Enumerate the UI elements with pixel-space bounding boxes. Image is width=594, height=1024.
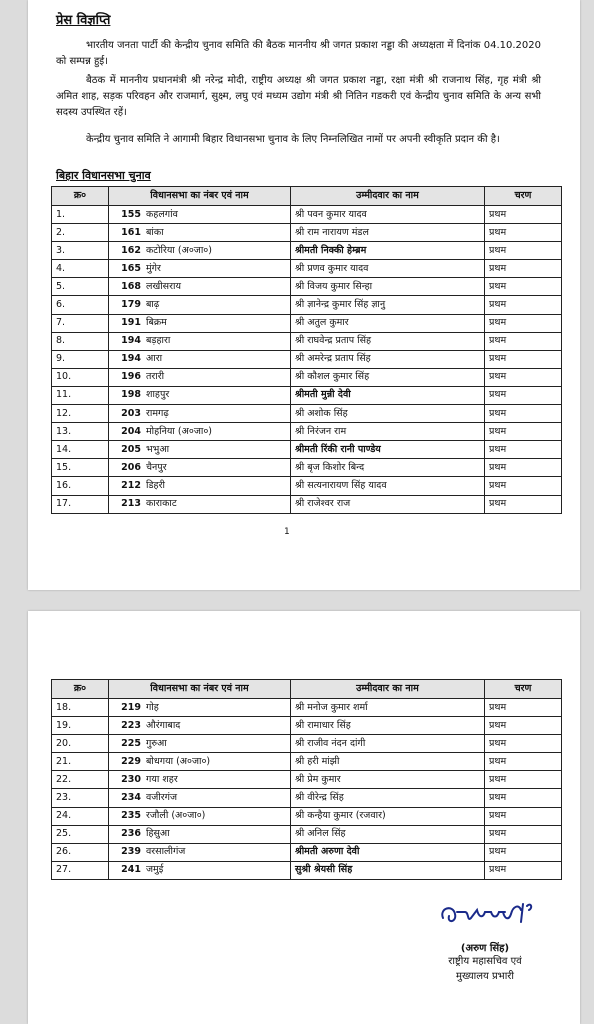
candidates-table-page1 (51, 186, 562, 514)
cell-phase: प्रथम (485, 717, 562, 735)
cell-constituency-number: 161 (109, 224, 144, 242)
cell-sr: 17. (52, 495, 109, 513)
cell-constituency-name: वजीरगंज (143, 789, 291, 807)
header-constituency: विधानसभा का नंबर एवं नाम (109, 187, 291, 206)
cell-sr: 2. (52, 224, 109, 242)
cell-sr: 14. (52, 441, 109, 459)
cell-constituency-name: गुरुआ (143, 735, 291, 753)
table-title: बिहार विधानसभा चुनाव (56, 169, 151, 182)
cell-sr: 24. (52, 807, 109, 825)
cell-phase: प्रथम (485, 477, 562, 495)
cell-candidate: श्री वीरेन्द्र सिंह (291, 789, 485, 807)
table-row (52, 423, 562, 441)
cell-candidate: श्री राजेश्वर राज (291, 495, 485, 513)
cell-constituency-number: 225 (109, 735, 144, 753)
cell-constituency-number: 241 (109, 861, 144, 879)
cell-constituency-number: 194 (109, 350, 144, 368)
cell-constituency-name: मुंगेर (143, 260, 291, 278)
press-release-title: प्रेस विज्ञप्ति (56, 13, 111, 28)
table-row (52, 735, 562, 753)
table-row (52, 699, 562, 717)
cell-candidate: श्री हरी मांझी (291, 753, 485, 771)
cell-sr: 10. (52, 368, 109, 386)
cell-phase: प्रथम (485, 789, 562, 807)
cell-phase: प्रथम (485, 825, 562, 843)
cell-sr: 19. (52, 717, 109, 735)
cell-phase: प्रथम (485, 368, 562, 386)
cell-constituency-name: जमुई (143, 861, 291, 879)
cell-constituency-name: बिक्रम (143, 314, 291, 332)
cell-constituency-name: आरा (143, 350, 291, 368)
cell-sr: 16. (52, 477, 109, 495)
cell-sr: 26. (52, 843, 109, 861)
cell-sr: 9. (52, 350, 109, 368)
cell-sr: 22. (52, 771, 109, 789)
cell-phase: प्रथम (485, 224, 562, 242)
cell-constituency-name: मोहनिया (अ०जा०) (143, 423, 291, 441)
cell-candidate: श्री पवन कुमार यादव (291, 206, 485, 224)
handwritten-signature (435, 896, 535, 934)
cell-candidate: श्री निरंजन राम (291, 423, 485, 441)
cell-phase: प्रथम (485, 807, 562, 825)
cell-sr: 1. (52, 206, 109, 224)
paragraph-approval: केन्द्रीय चुनाव समिति ने आगामी बिहार विधानसभा चुनाव के लिए निम्नलिखित नामों पर अपनी स्वीकृति प्रदान की है। (86, 134, 500, 145)
cell-constituency-name: गोह (143, 699, 291, 717)
cell-constituency-number: 203 (109, 405, 144, 423)
header-candidate: उम्मीदवार का नाम (291, 187, 485, 206)
cell-phase: प्रथम (485, 459, 562, 477)
cell-phase: प्रथम (485, 296, 562, 314)
signatory-name: (अरुण सिंह) (460, 943, 510, 954)
table-row (52, 332, 562, 350)
table-row (52, 495, 562, 513)
cell-constituency-number: 179 (109, 296, 144, 314)
table-header-row (52, 187, 562, 206)
page-number: 1 (284, 527, 290, 537)
cell-sr: 12. (52, 405, 109, 423)
table-row (52, 278, 562, 296)
header-sr: क्र० (52, 187, 109, 206)
cell-sr: 20. (52, 735, 109, 753)
signatory-designation-2: मुख्यालय प्रभारी (456, 971, 514, 982)
cell-candidate: श्री मनोज कुमार शर्मा (291, 699, 485, 717)
cell-phase: प्रथम (485, 314, 562, 332)
header-sr: क्र० (52, 680, 109, 699)
cell-constituency-name: शाहपुर (143, 386, 291, 404)
table-row (52, 350, 562, 368)
cell-sr: 4. (52, 260, 109, 278)
cell-candidate: श्री अमरेन्द्र प्रताप सिंह (291, 350, 485, 368)
cell-phase: प्रथम (485, 771, 562, 789)
paragraph-attendees: बैठक में माननीय प्रधानमंत्री श्री नरेन्द्र मोदी, राष्ट्रीय अध्यक्ष श्री जगत प्रकाश नड्डा, रक्षा मंत्री श्री राजनाथ सिंह, गृह मंत्री श्री अमित शाह, सड़क परिवहन और राजमार्ग, सुक्ष्म, लघु एवं मध्यम उद्योग मंत्री श्री नितिन गडकरी एवं केन्द्रीय चुनाव समिति के अन्य सभी सदस्य उपस्थित रहें। (56, 75, 541, 118)
cell-sr: 13. (52, 423, 109, 441)
cell-constituency-name: लखीसराय (143, 278, 291, 296)
cell-sr: 25. (52, 825, 109, 843)
cell-candidate: श्री बृज किशोर बिन्द (291, 459, 485, 477)
cell-constituency-name: भभुआ (143, 441, 291, 459)
cell-constituency-name: वरसालीगंज (143, 843, 291, 861)
table-row (52, 843, 562, 861)
cell-phase: प्रथम (485, 861, 562, 879)
cell-constituency-number: 230 (109, 771, 144, 789)
cell-constituency-name: हिसुआ (143, 825, 291, 843)
cell-candidate: श्री प्रेम कुमार (291, 771, 485, 789)
cell-constituency-number: 206 (109, 459, 144, 477)
cell-phase: प्रथम (485, 495, 562, 513)
table-row (52, 441, 562, 459)
cell-candidate: श्रीमती निक्की हेम्ब्रम (291, 242, 485, 260)
cell-phase: प्रथम (485, 405, 562, 423)
header-phase: चरण (485, 187, 562, 206)
table-row (52, 206, 562, 224)
cell-sr: 27. (52, 861, 109, 879)
table-row (52, 789, 562, 807)
cell-candidate: श्री प्रणव कुमार यादव (291, 260, 485, 278)
document-page-2 (28, 611, 580, 1024)
table-row (52, 753, 562, 771)
table-header-row (52, 680, 562, 699)
cell-phase: प्रथम (485, 332, 562, 350)
cell-constituency-number: 194 (109, 332, 144, 350)
cell-constituency-number: 213 (109, 495, 144, 513)
table-row (52, 224, 562, 242)
cell-sr: 7. (52, 314, 109, 332)
cell-constituency-number: 196 (109, 368, 144, 386)
cell-constituency-number: 234 (109, 789, 144, 807)
cell-phase: प्रथम (485, 260, 562, 278)
cell-constituency-number: 236 (109, 825, 144, 843)
cell-constituency-name: डिहरी (143, 477, 291, 495)
cell-constituency-number: 235 (109, 807, 144, 825)
cell-candidate: श्री सत्यनारायण सिंह यादव (291, 477, 485, 495)
signature-block (420, 896, 550, 984)
cell-sr: 11. (52, 386, 109, 404)
cell-constituency-number: 155 (109, 206, 144, 224)
cell-sr: 23. (52, 789, 109, 807)
cell-constituency-number: 239 (109, 843, 144, 861)
cell-candidate: श्री विजय कुमार सिन्हा (291, 278, 485, 296)
cell-candidate: श्री कन्हैया कुमार (रजवार) (291, 807, 485, 825)
cell-candidate: श्रीमती अरुणा देवी (291, 843, 485, 861)
cell-constituency-name: गया शहर (143, 771, 291, 789)
cell-phase: प्रथम (485, 242, 562, 260)
cell-constituency-name: चैनपुर (143, 459, 291, 477)
cell-sr: 15. (52, 459, 109, 477)
cell-sr: 6. (52, 296, 109, 314)
cell-phase: प्रथम (485, 206, 562, 224)
cell-candidate: श्री अशोक सिंह (291, 405, 485, 423)
cell-phase: प्रथम (485, 386, 562, 404)
table-row (52, 260, 562, 278)
cell-phase: प्रथम (485, 735, 562, 753)
paragraph-meeting-info: भारतीय जनता पार्टी की केन्द्रीय चुनाव समिति की बैठक माननीय श्री जगत प्रकाश नड्डा की अध्यक्षता में दिनांक 04.10.2020 को सम्पन्न हुई। (56, 40, 541, 67)
cell-constituency-name: रामगढ़ (143, 405, 291, 423)
cell-constituency-number: 198 (109, 386, 144, 404)
cell-sr: 5. (52, 278, 109, 296)
cell-phase: प्रथम (485, 441, 562, 459)
signatory-designation-1: राष्ट्रीय महासचिव एवं (448, 956, 522, 967)
table-row (52, 861, 562, 879)
table-row (52, 386, 562, 404)
cell-constituency-number: 191 (109, 314, 144, 332)
cell-constituency-number: 168 (109, 278, 144, 296)
cell-constituency-name: बोधगया (अ०जा०) (143, 753, 291, 771)
header-candidate: उम्मीदवार का नाम (291, 680, 485, 699)
table-row (52, 296, 562, 314)
cell-candidate: श्रीमती रिंकी रानी पाण्डेय (291, 441, 485, 459)
cell-candidate: श्री ज्ञानेन्द्र कुमार सिंह ज्ञानु (291, 296, 485, 314)
cell-constituency-number: 223 (109, 717, 144, 735)
candidates-table-page2 (51, 679, 562, 880)
table-row (52, 314, 562, 332)
cell-candidate: श्री राम नारायण मंडल (291, 224, 485, 242)
cell-candidate: श्री अनिल सिंह (291, 825, 485, 843)
table-row (52, 459, 562, 477)
cell-constituency-number: 229 (109, 753, 144, 771)
cell-candidate: सुश्री श्रेयसी सिंह (291, 861, 485, 879)
cell-constituency-name: बांका (143, 224, 291, 242)
table-row (52, 717, 562, 735)
table-row (52, 807, 562, 825)
cell-sr: 18. (52, 699, 109, 717)
cell-constituency-number: 165 (109, 260, 144, 278)
cell-constituency-name: औरंगाबाद (143, 717, 291, 735)
cell-constituency-number: 204 (109, 423, 144, 441)
cell-constituency-number: 212 (109, 477, 144, 495)
table-row (52, 242, 562, 260)
cell-phase: प्रथम (485, 843, 562, 861)
cell-constituency-name: काराकाट (143, 495, 291, 513)
cell-constituency-name: तरारी (143, 368, 291, 386)
cell-constituency-name: बड़हारा (143, 332, 291, 350)
cell-constituency-name: कहलगांव (143, 206, 291, 224)
table-row (52, 368, 562, 386)
cell-constituency-number: 205 (109, 441, 144, 459)
cell-constituency-number: 162 (109, 242, 144, 260)
cell-candidate: श्री राजीव नंदन दांगी (291, 735, 485, 753)
cell-candidate: श्री अतुल कुमार (291, 314, 485, 332)
cell-phase: प्रथम (485, 423, 562, 441)
table-row (52, 771, 562, 789)
cell-constituency-name: बाढ़ (143, 296, 291, 314)
cell-constituency-number: 219 (109, 699, 144, 717)
cell-candidate: श्री राघवेन्द्र प्रताप सिंह (291, 332, 485, 350)
cell-constituency-name: कटोरिया (अ०जा०) (143, 242, 291, 260)
table-row (52, 825, 562, 843)
table-row (52, 405, 562, 423)
cell-phase: प्रथम (485, 699, 562, 717)
cell-sr: 21. (52, 753, 109, 771)
cell-candidate: श्री कौशल कुमार सिंह (291, 368, 485, 386)
cell-constituency-name: रजौली (अ०जा०) (143, 807, 291, 825)
cell-phase: प्रथम (485, 753, 562, 771)
cell-phase: प्रथम (485, 278, 562, 296)
cell-candidate: श्री रामाधार सिंह (291, 717, 485, 735)
document-page-1 (28, 0, 580, 590)
cell-phase: प्रथम (485, 350, 562, 368)
cell-sr: 3. (52, 242, 109, 260)
header-phase: चरण (485, 680, 562, 699)
cell-sr: 8. (52, 332, 109, 350)
cell-candidate: श्रीमती मुन्नी देवी (291, 386, 485, 404)
header-constituency: विधानसभा का नंबर एवं नाम (109, 680, 291, 699)
table-row (52, 477, 562, 495)
